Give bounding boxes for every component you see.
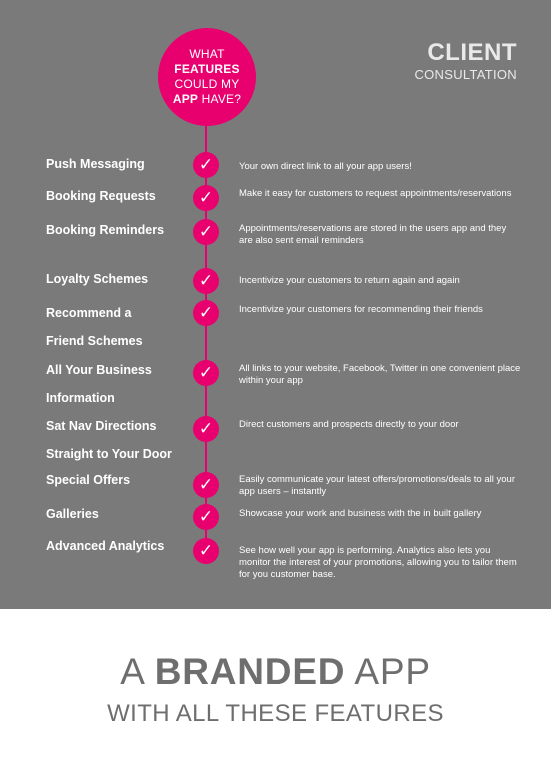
feature-title-line: Galleries xyxy=(46,507,99,521)
feature-title-line: Loyalty Schemes xyxy=(46,272,149,286)
feature-title xyxy=(46,502,196,526)
feature-description: Incentivize your customers to return again and again xyxy=(239,275,460,286)
checkmark-icon: ✓ xyxy=(193,538,219,564)
client-subtitle: CONSULTATION xyxy=(414,67,517,82)
footer-app: APP xyxy=(345,651,431,692)
feature-title xyxy=(46,534,196,558)
feature-title-line: Special Offers xyxy=(46,473,131,487)
feature-title-line: Sat Nav Directions xyxy=(46,419,157,433)
feature-description: Showcase your work and business with the in built gallery xyxy=(239,508,482,519)
footer-headline xyxy=(0,650,551,694)
feature-title xyxy=(46,152,196,176)
feature-title xyxy=(46,218,196,242)
feature-title-line: Straight to Your Door xyxy=(46,447,172,461)
feature-title-line: Information xyxy=(46,391,115,405)
checkmark-icon: ✓ xyxy=(193,300,219,326)
feature-description: See how well your app is performing. Analytics also lets you monitor the interest of your promotions, allowing you to tailor them for you customer base. xyxy=(239,545,517,580)
feature-title xyxy=(46,356,196,412)
feature-title-line: Booking Requests xyxy=(46,189,156,203)
feature-title-line: Advanced Analytics xyxy=(46,539,165,553)
bubble-line-2: FEATURES xyxy=(174,62,240,76)
bubble-have-word: HAVE? xyxy=(198,92,242,106)
bubble-line-4 xyxy=(173,92,241,107)
feature-description: Incentivize your customers for recommending their friends xyxy=(239,304,483,315)
feature-description: Easily communicate your latest offers/promotions/deals to all your app users – instantly xyxy=(239,474,515,497)
client-title: CLIENT xyxy=(427,39,517,66)
checkmark-icon: ✓ xyxy=(193,219,219,245)
feature-description: Make it easy for customers to request appointments/reservations xyxy=(239,188,512,199)
client-header xyxy=(414,40,517,84)
bubble-line-3: COULD MY xyxy=(174,77,240,91)
checkmark-icon: ✓ xyxy=(193,504,219,530)
checkmark-icon: ✓ xyxy=(193,152,219,178)
feature-title-line: Friend Schemes xyxy=(46,334,143,348)
bubble-line-1: WHAT xyxy=(189,47,225,61)
checkmark-icon: ✓ xyxy=(193,268,219,294)
feature-description: Appointments/reservations are stored in the users app and they are also sent email reminders xyxy=(239,223,507,246)
checkmark-icon: ✓ xyxy=(193,360,219,386)
feature-title xyxy=(46,267,196,291)
footer-branded: BRANDED xyxy=(154,651,346,692)
feature-title xyxy=(46,468,196,492)
feature-title xyxy=(46,412,196,468)
feature-description: Direct customers and prospects directly to your door xyxy=(239,419,459,430)
feature-title-line: Booking Reminders xyxy=(46,223,165,237)
checkmark-icon: ✓ xyxy=(193,416,219,442)
checkmark-icon: ✓ xyxy=(193,472,219,498)
question-bubble xyxy=(158,28,256,126)
feature-title-line: All Your Business xyxy=(46,363,152,377)
feature-title xyxy=(46,184,196,208)
footer-subheadline: WITH ALL THESE FEATURES xyxy=(107,700,444,727)
feature-title xyxy=(46,299,196,355)
feature-title-line: Recommend a xyxy=(46,306,132,320)
bubble-app-word: APP xyxy=(172,92,199,106)
footer-a: A xyxy=(120,651,155,692)
feature-description: All links to your website, Facebook, Twitter in one convenient place within your app xyxy=(239,363,521,386)
feature-title-line: Push Messaging xyxy=(46,157,145,171)
feature-description: Your own direct link to all your app users! xyxy=(239,161,412,172)
checkmark-icon: ✓ xyxy=(193,185,219,211)
